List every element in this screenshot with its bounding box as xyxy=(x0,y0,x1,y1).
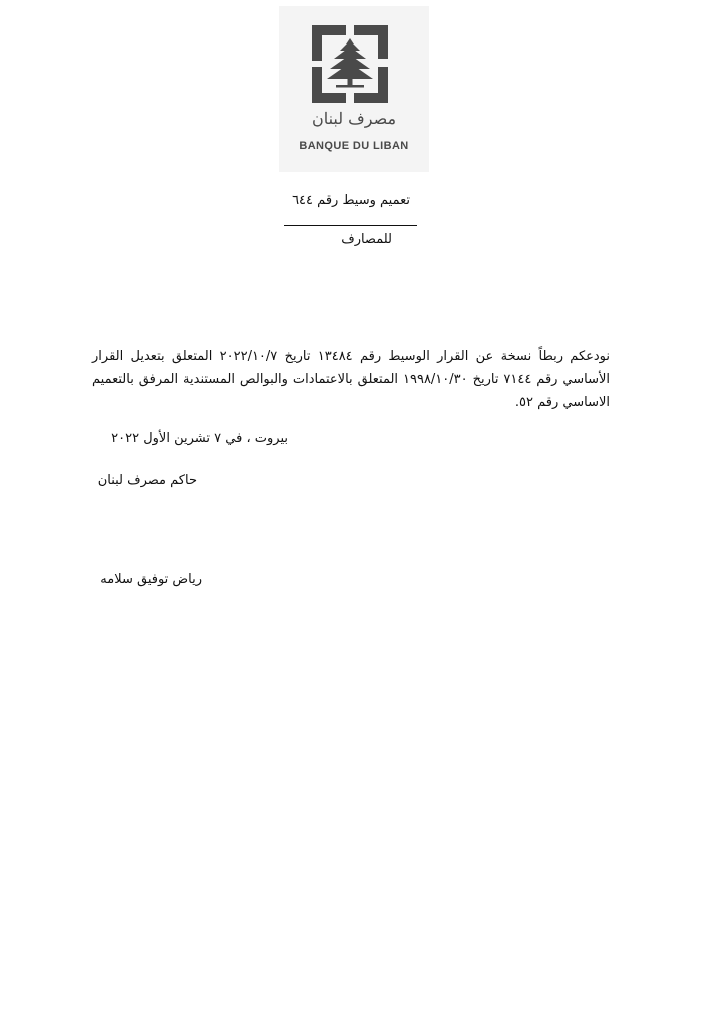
dateline: بيروت ، في ٧ تشرين الأول ٢٠٢٢ xyxy=(111,431,288,446)
recipient-line: للمصارف xyxy=(341,232,392,247)
signer-name: رياض توفيق سلامه xyxy=(100,572,202,587)
body-paragraph-text: نودعكم ربطاً نسخة عن القرار الوسيط رقم ١٣٤٨٤ تاريخ ٢٠٢٢/١٠/٧ المتعلق بتعديل القرار الأساسي رقم ٧١٤٤ تاريخ ١٩٩٨/١٠/٣٠ المتعلق بالاعتمادات والبوالص المستندية المرفق بالتعميم الاساسي رقم ٥٢. xyxy=(92,349,611,410)
letterhead-logo xyxy=(279,6,429,172)
bank-name-arabic: مصرف لبنان xyxy=(311,109,397,128)
circular-title: تعميم وسيط رقم ٦٤٤ xyxy=(292,193,410,208)
cedar-tree-icon xyxy=(312,25,388,103)
title-divider xyxy=(284,225,417,226)
signer-title: حاكم مصرف لبنان xyxy=(97,473,197,488)
body-paragraph xyxy=(92,345,610,414)
bank-name-english: BANQUE DU LIBAN xyxy=(299,140,409,152)
